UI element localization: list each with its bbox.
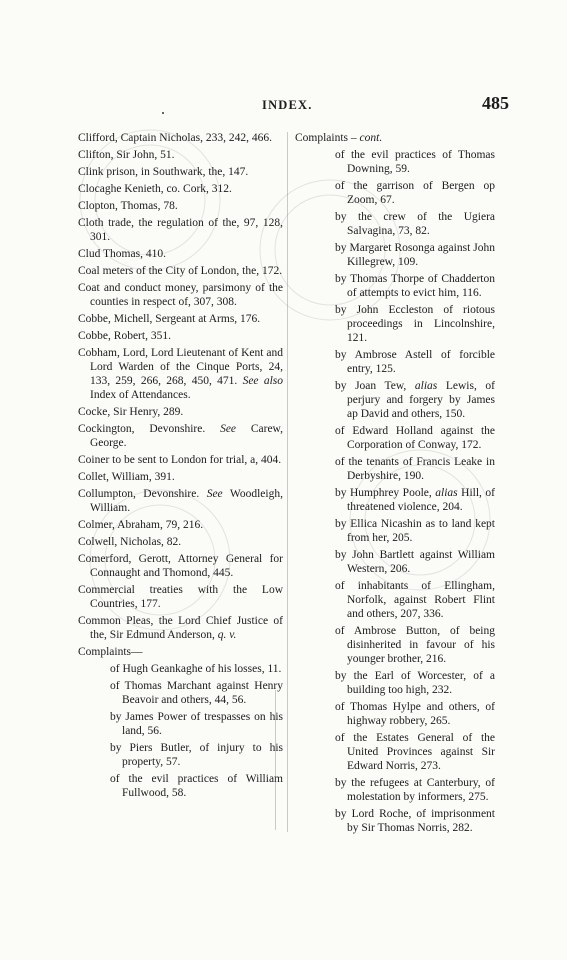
index-subentry: by the crew of the Ugiera Salvagina, 73, 82. [335, 211, 495, 237]
index-subentry: by Ambrose Astell of forcible entry, 125. [335, 349, 495, 375]
index-subentry: by John Eccleston of riotous proceedings in Lincolnshire, 121. [335, 304, 495, 344]
index-subentry: by Margaret Rosonga against John Killegrew, 109. [335, 242, 495, 268]
index-entry: Colmer, Abraham, 79, 216. [78, 519, 204, 531]
index-subentry: of Hugh Geankaghe of his losses, 11. [110, 663, 282, 675]
index-entry: Clopton, Thomas, 78. [78, 200, 178, 212]
column-divider [287, 132, 288, 832]
index-entry: Coal meters of the City of London, the, 172. [78, 265, 283, 277]
index-subentry: by the refugees at Canterbury, of molestation by informers, 275. [335, 777, 495, 803]
index-entry: Colwell, Nicholas, 82. [78, 536, 182, 548]
index-subentry: of inhabitants of Ellingham, Norfolk, against Robert Flint and others, 207, 336. [335, 580, 495, 620]
index-subentry: of the tenants of Francis Leake in Derbyshire, 190. [335, 456, 495, 482]
index-subentry: by Joan Tew, alias Lewis, of perjury and forgery by James ap David and others, 150. [335, 380, 495, 420]
ink-speck [162, 112, 164, 114]
index-subentry: by Ellica Nicashin as to land kept from her, 205. [335, 518, 495, 544]
index-entry: Cocke, Sir Henry, 289. [78, 406, 184, 418]
index-entry: Clocaghe Kenieth, co. Cork, 312. [78, 183, 232, 195]
index-subentry: of the evil practices of William Fullwood, 58. [110, 773, 283, 799]
index-entry: Clifton, Sir John, 51. [78, 149, 175, 161]
index-subentry: of the evil practices of Thomas Downing, 59. [335, 149, 495, 175]
index-entry: Collumpton, Devonshire. See Woodleigh, William. [78, 488, 283, 514]
page-number: 485 [482, 93, 509, 113]
index-entry: Common Pleas, the Lord Chief Justice of the, Sir Edmund Anderson, q. v. [78, 615, 283, 641]
index-entry: Comerford, Gerott, Attorney General for Connaught and Thomond, 445. [78, 553, 283, 579]
index-subentry: of Thomas Marchant against Henry Beavoir and others, 44, 56. [110, 680, 283, 706]
index-entry: Commercial treaties with the Low Countries, 177. [78, 584, 283, 610]
page-header [0, 93, 567, 120]
index-entry: Collet, William, 391. [78, 471, 175, 483]
index-subentry: by James Power of trespasses on his land, 56. [110, 711, 283, 737]
index-subentry: by Lord Roche, of imprisonment by Sir Thomas Norris, 282. [335, 808, 495, 834]
index-subentry: by Thomas Thorpe of Chadderton of attempts to evict him, 116. [335, 273, 495, 299]
index-subentry: of Thomas Hylpe and others, of highway robbery, 265. [335, 701, 495, 727]
index-entry: Complaints – cont. [295, 132, 383, 144]
index-subentry: of the Estates General of the United Provinces against Sir Edward Norris, 273. [335, 732, 495, 772]
header-title: INDEX. [262, 98, 313, 112]
column-subdivider [275, 690, 276, 830]
index-column-right [295, 131, 495, 838]
index-subentry: by John Bartlett against William Western, 206. [335, 549, 495, 575]
index-entry: Cloth trade, the regulation of the, 97, 128, 301. [78, 217, 283, 243]
index-subentry: by the Earl of Worcester, of a building too high, 232. [335, 670, 495, 696]
index-subentry: of Edward Holland against the Corporation of Conway, 172. [335, 425, 495, 451]
index-column-left [78, 131, 283, 803]
index-entry: Clink prison, in Southwark, the, 147. [78, 166, 249, 178]
index-entry: Cobbe, Robert, 351. [78, 330, 171, 342]
index-entry: Coiner to be sent to London for trial, a, 404. [78, 454, 282, 466]
index-entry: Cockington, Devonshire. See Carew, George. [78, 423, 283, 449]
index-subentry: of Ambrose Button, of being disinherited in favour of his younger brother, 216. [335, 625, 495, 665]
index-subentry: by Humphrey Poole, alias Hill, of threatened violence, 204. [335, 487, 495, 513]
index-subentry: by Piers Butler, of injury to his property, 57. [110, 742, 283, 768]
index-entry: Coat and conduct money, parsimony of the counties in respect of, 307, 308. [78, 282, 283, 308]
index-entry: Cobham, Lord, Lord Lieutenant of Kent and Lord Warden of the Cinque Ports, 24, 133, 259, 266, 268, 450, 471. See also Index of Attendances. [78, 347, 283, 401]
index-entry: Cobbe, Michell, Sergeant at Arms, 176. [78, 313, 261, 325]
index-entry: Complaints— [78, 646, 143, 658]
index-entry: Clud Thomas, 410. [78, 248, 166, 260]
index-entry: Clifford, Captain Nicholas, 233, 242, 466. [78, 132, 272, 144]
index-subentry: of the garrison of Bergen op Zoom, 67. [335, 180, 495, 206]
